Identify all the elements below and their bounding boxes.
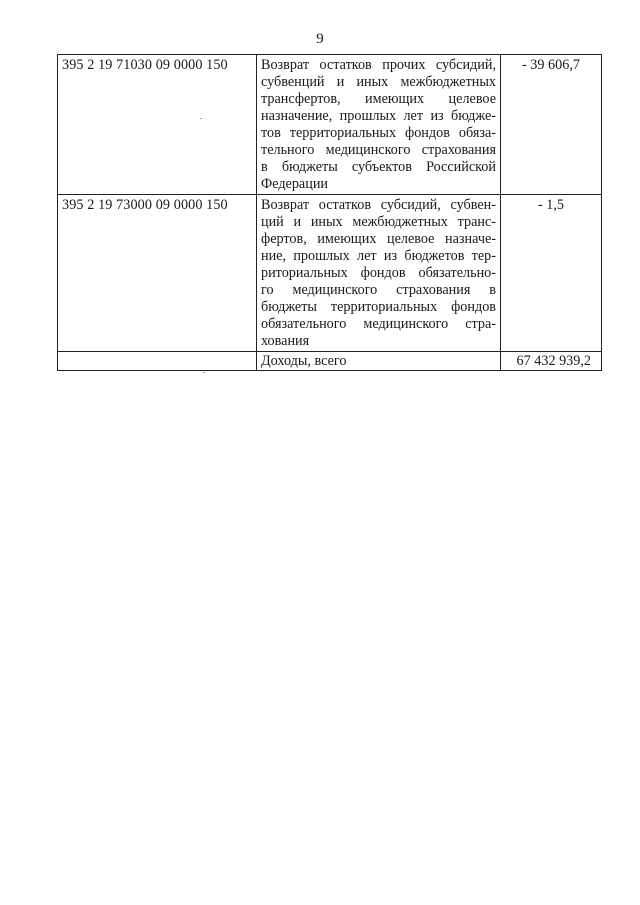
description-line: трансфертов, имеющих целевое: [261, 91, 496, 107]
description-line: тов территориальных фондов обяза-: [261, 125, 496, 141]
budget-revenue-table: [57, 54, 602, 371]
amount-value: - 39 606,7: [501, 55, 602, 195]
description-line: назначение, прошлых лет из бюдже-: [261, 108, 496, 124]
amount-value: - 1,5: [501, 195, 602, 352]
description-line: ние, прошлых лет из бюджетов тер-: [261, 248, 496, 264]
description-line: субвенций и иных межбюджетных: [261, 74, 496, 90]
table-row: [58, 55, 602, 195]
budget-classification-code: 395 2 19 73000 09 0000 150: [58, 195, 257, 352]
description-line: хования: [261, 333, 310, 349]
scan-speck: [200, 118, 202, 119]
description-line: Возврат остатков прочих субсидий,: [261, 57, 496, 73]
revenue-description: [257, 195, 501, 352]
description-line: тельного медицинского страхования: [261, 142, 496, 158]
revenue-description: [257, 55, 501, 195]
description-line: го медицинского страхования в: [261, 282, 496, 298]
scan-speck: [203, 372, 205, 373]
description-line: Возврат остатков субсидий, субвен-: [261, 197, 496, 213]
table-row: [58, 195, 602, 352]
description-line: в бюджеты субъектов Российской: [261, 159, 496, 175]
description-line: бюджеты территориальных фондов: [261, 299, 496, 315]
page-number: 9: [316, 31, 324, 47]
budget-classification-code: 395 2 19 71030 09 0000 150: [58, 55, 257, 195]
description-line: фертов, имеющих целевое назначе-: [261, 231, 496, 247]
description-line: риториальных фондов обязательно-: [261, 265, 496, 281]
total-code-cell: [58, 352, 257, 371]
total-label: Доходы, всего: [257, 352, 501, 371]
description-line: обязательного медицинского стра-: [261, 316, 496, 332]
total-amount: 67 432 939,2: [501, 352, 602, 371]
description-line: Федерации: [261, 176, 329, 192]
description-line: ций и иных межбюджетных транс-: [261, 214, 496, 230]
total-row: [58, 352, 602, 371]
